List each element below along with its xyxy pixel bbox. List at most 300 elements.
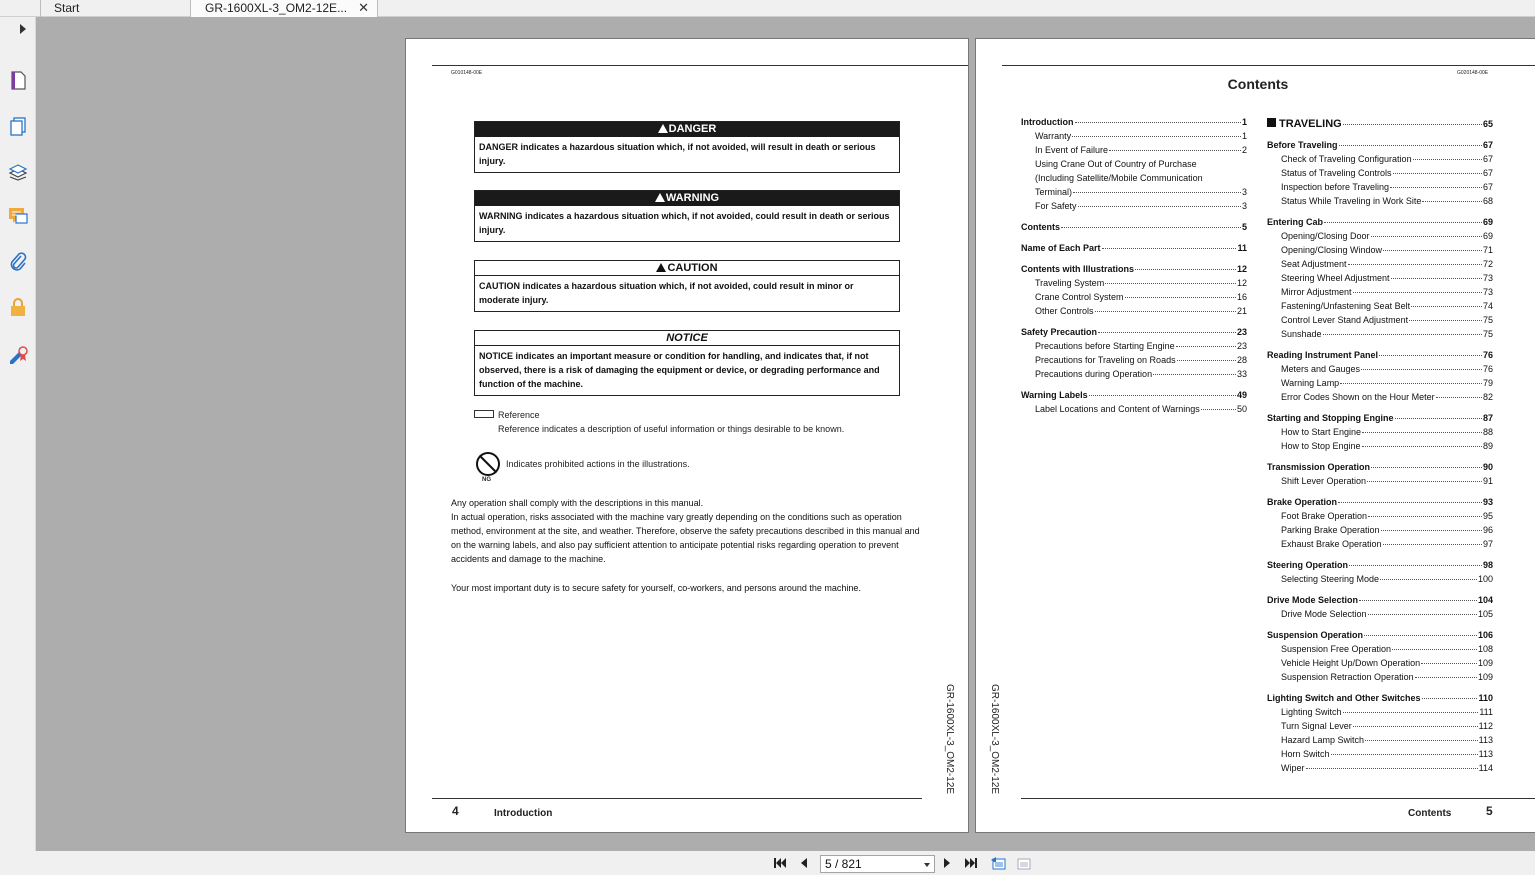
toc-leader-dots <box>1176 346 1236 347</box>
toc-entry-label: Lighting Switch and Other Switches <box>1267 693 1421 703</box>
toc-entry-page: 75 <box>1482 329 1493 339</box>
toc-entry-label: Steering Wheel Adjustment <box>1281 273 1390 283</box>
toc-leader-dots <box>1353 726 1478 727</box>
toc-entry-page: 113 <box>1478 749 1493 759</box>
tab-start-label: Start <box>54 1 80 15</box>
toc-leader-dots <box>1422 698 1478 699</box>
toc-entry-page: 67 <box>1482 140 1493 150</box>
warning-text: WARNING indicates a hazardous situation which, if not avoided, could result in death or serious injury. <box>479 211 890 235</box>
toc-entry-label: Error Codes Shown on the Hour Meter <box>1281 392 1435 402</box>
toc-entry[interactable] <box>1267 168 1493 182</box>
toc-section-entry[interactable] <box>1267 140 1493 154</box>
close-icon[interactable]: ✕ <box>358 0 369 15</box>
notice-text: NOTICE indicates an important measure or condition for handling, and indicates that, if not observed, there is a risk of damaging the equipment or device, or degrading performance and function of the machine. <box>479 351 880 389</box>
toc-leader-dots <box>1098 332 1236 333</box>
toc-entry-page: 109 <box>1477 658 1493 668</box>
toc-section-entry[interactable] <box>1267 560 1493 574</box>
toc-entry[interactable] <box>1267 511 1493 525</box>
toc-section-entry[interactable] <box>1267 497 1493 511</box>
toc-entry-page: 111 <box>1479 707 1493 717</box>
toc-leader-dots <box>1365 740 1478 741</box>
page-5 <box>975 38 1535 833</box>
toc-entry-label: Brake Operation <box>1267 497 1338 507</box>
toc-section-entry[interactable] <box>1021 117 1247 131</box>
toc-entry[interactable] <box>1267 574 1493 588</box>
toc-entry-label: Introduction <box>1021 117 1074 127</box>
document-id: G010148-00E <box>451 70 483 76</box>
tab-document[interactable] <box>190 0 378 17</box>
toc-entry-page: 106 <box>1477 630 1493 640</box>
toc-leader-dots <box>1390 187 1482 188</box>
footer-section-label: Introduction <box>494 808 553 819</box>
toc-leader-dots <box>1393 173 1482 174</box>
header-rule <box>1002 65 1535 66</box>
toc-leader-dots <box>1361 369 1482 370</box>
reference-text: Reference indicates a description of useful information or things desirable to be known. <box>498 424 845 434</box>
toc-leader-dots <box>1415 677 1477 678</box>
caution-heading: CAUTION <box>475 261 899 276</box>
page-number-input[interactable]: 5 / 821 <box>820 855 935 873</box>
toc-entry-label: Status While Traveling in Work Site <box>1281 196 1422 206</box>
toc-leader-dots <box>1362 446 1482 447</box>
first-page-icon[interactable] <box>773 856 787 870</box>
toc-entry[interactable] <box>1267 476 1493 490</box>
toc-entry-label: Warranty <box>1035 131 1072 141</box>
toc-entry-page: 76 <box>1482 364 1493 374</box>
toc-entry[interactable] <box>1267 525 1493 539</box>
toc-entry-label: Starting and Stopping Engine <box>1267 413 1394 423</box>
toc-entry-page: 114 <box>1478 763 1493 773</box>
toc-entry-label: Crane Control System <box>1035 292 1124 302</box>
toc-leader-dots <box>1338 502 1482 503</box>
toc-entry-label: (Including Satellite/Mobile Communication <box>1035 173 1203 183</box>
toc-entry[interactable] <box>1021 278 1247 292</box>
toc-entry-page: 3 <box>1241 201 1247 211</box>
vertical-document-id: GR-1600XL-3_OM2-12E <box>944 684 955 795</box>
toc-entry-page: 90 <box>1482 462 1493 472</box>
toc-leader-dots <box>1089 395 1236 396</box>
next-page-icon[interactable] <box>941 856 953 870</box>
toc-entry-page: 89 <box>1482 441 1493 451</box>
toc-leader-dots <box>1436 397 1482 398</box>
toc-entry-page: 23 <box>1236 327 1247 337</box>
security-icon[interactable] <box>7 296 29 318</box>
toc-leader-dots <box>1324 222 1482 223</box>
toc-leader-dots <box>1421 663 1477 664</box>
toc-entry-page: 113 <box>1478 735 1493 745</box>
danger-heading: DANGER <box>475 122 899 137</box>
thumbnails-icon[interactable] <box>7 115 29 137</box>
toc-entry-label: Vehicle Height Up/Down Operation <box>1281 658 1421 668</box>
toc-entry[interactable] <box>1021 201 1247 215</box>
toc-section-entry[interactable] <box>1021 243 1247 257</box>
footer-section-label: Contents <box>1408 808 1452 819</box>
toc-entry-page: 109 <box>1477 672 1493 682</box>
toc-leader-dots <box>1362 432 1482 433</box>
comments-icon[interactable] <box>7 205 29 227</box>
paragraph-duty: Your most important duty is to secure safety for yourself, co-workers, and persons around the machine. <box>451 583 861 593</box>
toc-column-left <box>1021 117 1247 418</box>
toc-entry-page: 75 <box>1482 315 1493 325</box>
toc-entry[interactable] <box>1267 763 1493 777</box>
toc-entry[interactable] <box>1267 182 1493 196</box>
toc-leader-dots <box>1349 565 1482 566</box>
danger-box <box>474 121 900 173</box>
toc-entry-label: Contents with Illustrations <box>1021 264 1135 274</box>
toc-entry-page: 12 <box>1236 264 1247 274</box>
toc-entry-page: 21 <box>1236 306 1247 316</box>
warning-triangle-icon <box>656 263 666 272</box>
toc-leader-dots <box>1379 355 1482 356</box>
previous-page-icon[interactable] <box>798 856 810 870</box>
toc-leader-dots <box>1367 481 1482 482</box>
toc-entry[interactable] <box>1021 306 1247 320</box>
ng-label: NG <box>482 477 491 483</box>
toc-leader-dots <box>1340 383 1482 384</box>
toc-leader-dots <box>1368 516 1482 517</box>
toc-entry-label: Exhaust Brake Operation <box>1281 539 1382 549</box>
toc-entry-page: 97 <box>1482 539 1493 549</box>
toc-entry[interactable] <box>1267 287 1493 301</box>
toc-leader-dots <box>1331 754 1478 755</box>
tab-start[interactable] <box>40 0 190 17</box>
toc-entry-page: 98 <box>1482 560 1493 570</box>
toc-entry-label: Opening/Closing Door <box>1281 231 1370 241</box>
toc-entry-label: Foot Brake Operation <box>1281 511 1368 521</box>
toc-entry-label: Other Controls <box>1035 306 1094 316</box>
toc-entry-label: Drive Mode Selection <box>1267 595 1359 605</box>
toc-entry-page: 28 <box>1236 355 1247 365</box>
toc-column-right <box>1267 118 1493 777</box>
toc-leader-dots <box>1383 544 1482 545</box>
toc-entry-page: 87 <box>1482 413 1493 423</box>
toc-section-entry[interactable] <box>1267 630 1493 644</box>
toc-section-entry[interactable] <box>1021 264 1247 278</box>
toc-entry-label: Inspection before Traveling <box>1281 182 1390 192</box>
page-navigation-bar <box>0 851 1535 875</box>
toc-section-entry[interactable] <box>1267 693 1493 707</box>
toc-entry-page: 79 <box>1482 378 1493 388</box>
toc-entry-page: 1 <box>1241 117 1247 127</box>
page-number: 5 <box>1486 804 1493 818</box>
toc-leader-dots <box>1368 614 1477 615</box>
pages-icon[interactable] <box>7 69 29 91</box>
toc-entry-page: 69 <box>1482 231 1493 241</box>
toc-leader-dots <box>1395 418 1482 419</box>
toc-entry-label: Before Traveling <box>1267 140 1338 150</box>
warning-triangle-icon <box>655 193 665 202</box>
toc-leader-dots <box>1359 600 1477 601</box>
attachments-icon[interactable] <box>7 251 29 273</box>
toc-entry-page: 65 <box>1482 119 1493 129</box>
footer-rule <box>432 798 922 799</box>
toc-entry-page: 16 <box>1236 292 1247 302</box>
toc-entry-page: 108 <box>1477 644 1493 654</box>
toc-entry-page: 49 <box>1236 390 1247 400</box>
toc-entry[interactable] <box>1021 341 1247 355</box>
toc-entry-label: How to Start Engine <box>1281 427 1362 437</box>
toc-entry-page: 67 <box>1482 182 1493 192</box>
toc-entry-label: Parking Brake Operation <box>1281 525 1380 535</box>
toc-leader-dots <box>1102 248 1237 249</box>
toc-entry[interactable] <box>1267 259 1493 273</box>
toc-entry-label: Suspension Free Operation <box>1281 644 1392 654</box>
toc-entry-page: 68 <box>1482 196 1493 206</box>
toc-leader-dots <box>1411 306 1482 307</box>
toc-section-entry[interactable] <box>1021 390 1247 404</box>
footer-rule <box>1021 798 1535 799</box>
toc-section-entry[interactable] <box>1267 350 1493 364</box>
toc-entry-page: 91 <box>1482 476 1493 486</box>
toc-leader-dots <box>1135 269 1236 270</box>
toc-entry-page: 95 <box>1482 511 1493 521</box>
page-number: 4 <box>452 804 459 818</box>
section-marker-icon <box>1267 118 1276 127</box>
notice-heading: NOTICE <box>475 331 899 346</box>
toc-leader-dots <box>1061 227 1241 228</box>
toc-entry[interactable] <box>1267 392 1493 406</box>
toc-entry-page: 74 <box>1482 301 1493 311</box>
toc-entry[interactable] <box>1021 369 1247 383</box>
toc-leader-dots <box>1422 201 1482 202</box>
document-id: G020148-00E <box>1457 70 1489 76</box>
toc-section-entry[interactable] <box>1267 595 1493 609</box>
signatures-icon[interactable] <box>7 342 29 364</box>
toc-entry-page: 67 <box>1482 154 1493 164</box>
toc-entry[interactable] <box>1267 329 1493 343</box>
toc-entry[interactable] <box>1267 749 1493 763</box>
toc-entry-label: Traveling System <box>1035 278 1105 288</box>
warning-triangle-icon <box>658 124 668 133</box>
warning-box <box>474 190 900 242</box>
toc-entry[interactable] <box>1267 735 1493 749</box>
reference-label: Reference <box>498 410 540 420</box>
toc-entry[interactable] <box>1267 721 1493 735</box>
toc-entry[interactable] <box>1267 707 1493 721</box>
toc-entry-label: Lighting Switch <box>1281 707 1342 717</box>
paragraph-risks: In actual operation, risks associated with the machine vary greatly depending on the conditions such as operation method, environment at the site, and weather. Therefore, observe the safety precautions described in this manual and on the warning labels, and also pay sufficient attention to anticipate potential risks regarding operation to prevent accidents and damage to the machine. <box>451 512 920 564</box>
toc-entry[interactable] <box>1267 245 1493 259</box>
toc-entry-page: 23 <box>1236 341 1247 351</box>
toc-entry-label: Horn Switch <box>1281 749 1330 759</box>
toc-leader-dots <box>1371 467 1482 468</box>
chevron-down-icon[interactable] <box>924 863 930 867</box>
toc-entry-page: 110 <box>1478 693 1493 703</box>
expand-panel-icon[interactable] <box>20 24 26 34</box>
toc-entry-label: Steering Operation <box>1267 560 1349 570</box>
toc-leader-dots <box>1348 264 1482 265</box>
toc-leader-dots <box>1177 360 1236 361</box>
toc-entry[interactable] <box>1267 427 1493 441</box>
toc-entry[interactable] <box>1267 273 1493 287</box>
reference-section <box>474 408 844 436</box>
toc-entry[interactable] <box>1267 301 1493 315</box>
caution-box <box>474 260 900 312</box>
toc-leader-dots <box>1072 136 1241 137</box>
toc-leader-dots <box>1353 292 1482 293</box>
toc-leader-dots <box>1078 206 1241 207</box>
toc-entry-page: 82 <box>1482 392 1493 402</box>
toc-entry-label: Seat Adjustment <box>1281 259 1347 269</box>
toc-entry[interactable] <box>1267 609 1493 623</box>
warning-heading: WARNING <box>475 191 899 206</box>
toc-entry-label: Status of Traveling Controls <box>1281 168 1392 178</box>
toc-entry-label: Fastening/Unfastening Seat Belt <box>1281 301 1411 311</box>
toc-entry-page: 69 <box>1482 217 1493 227</box>
toc-entry[interactable] <box>1021 145 1247 159</box>
layers-icon[interactable] <box>7 160 29 182</box>
previous-view-icon[interactable] <box>990 856 1008 870</box>
toc-section-entry[interactable] <box>1021 222 1247 236</box>
toc-entry[interactable] <box>1267 196 1493 210</box>
tab-bar <box>0 0 1535 17</box>
document-viewer[interactable] <box>36 17 1535 851</box>
toc-entry[interactable] <box>1021 187 1247 201</box>
toc-section-entry[interactable] <box>1267 413 1493 427</box>
header-rule <box>432 65 969 66</box>
toc-entry-page: 72 <box>1482 259 1493 269</box>
toc-leader-dots <box>1075 122 1241 123</box>
toc-entry-label: For Safety <box>1035 201 1077 211</box>
toc-entry-label: Precautions for Traveling on Roads <box>1035 355 1176 365</box>
toc-leader-dots <box>1413 159 1482 160</box>
toc-entry-label: Label Locations and Content of Warnings <box>1035 404 1200 414</box>
toc-entry-label: Terminal) <box>1035 187 1073 197</box>
toc-leader-dots <box>1153 374 1236 375</box>
toc-entry-label: Precautions before Starting Engine <box>1035 341 1175 351</box>
toc-entry[interactable] <box>1267 441 1493 455</box>
toc-entry-page: 105 <box>1477 609 1493 619</box>
toc-entry-page: 5 <box>1241 222 1247 232</box>
toc-entry-label: Entering Cab <box>1267 217 1324 227</box>
page-4 <box>405 38 969 833</box>
toc-entry[interactable] <box>1021 173 1247 187</box>
toc-section-entry[interactable] <box>1267 118 1493 133</box>
toc-entry-page: 12 <box>1236 278 1247 288</box>
toc-entry-label: Safety Precaution <box>1021 327 1098 337</box>
toc-entry[interactable] <box>1267 231 1493 245</box>
danger-text: DANGER indicates a hazardous situation which, if not avoided, will result in death or serious injury. <box>479 142 876 166</box>
toc-entry-label: Suspension Retraction Operation <box>1281 672 1414 682</box>
toc-entry-label: Suspension Operation <box>1267 630 1364 640</box>
toc-entry[interactable] <box>1021 131 1247 145</box>
page-title: Contents <box>1227 76 1289 92</box>
prohibited-icon <box>476 452 500 476</box>
toc-leader-dots <box>1364 635 1477 636</box>
toc-entry-page: 88 <box>1482 427 1493 437</box>
toc-entry[interactable] <box>1267 378 1493 392</box>
toc-entry-label: Using Crane Out of Country of Purchase <box>1035 159 1197 169</box>
toc-entry-label: Warning Lamp <box>1281 378 1340 388</box>
toc-leader-dots <box>1343 124 1482 125</box>
toc-leader-dots <box>1343 712 1479 713</box>
toc-leader-dots <box>1383 250 1482 251</box>
toc-entry-label: Sunshade <box>1281 329 1322 339</box>
toc-entry-page: 73 <box>1482 273 1493 283</box>
toc-entry-label: Shift Lever Operation <box>1281 476 1367 486</box>
toc-leader-dots <box>1380 579 1477 580</box>
toc-entry-label: Drive Mode Selection <box>1281 609 1367 619</box>
toc-entry[interactable] <box>1267 644 1493 658</box>
toc-leader-dots <box>1371 236 1482 237</box>
toc-leader-dots <box>1409 320 1482 321</box>
notice-box <box>474 330 900 396</box>
toc-leader-dots <box>1339 145 1482 146</box>
toc-entry-label: Contents <box>1021 222 1060 232</box>
toc-entry-label: In Event of Failure <box>1035 145 1109 155</box>
toc-entry[interactable] <box>1267 154 1493 168</box>
toc-leader-dots <box>1095 311 1236 312</box>
toc-entry[interactable] <box>1021 159 1247 173</box>
toc-entry-page: 100 <box>1477 574 1493 584</box>
toc-entry-page: 2 <box>1241 145 1247 155</box>
toc-entry-label: Name of Each Part <box>1021 243 1101 253</box>
toc-entry-page: 73 <box>1482 287 1493 297</box>
toc-leader-dots <box>1392 649 1477 650</box>
toc-entry[interactable] <box>1021 355 1247 369</box>
toc-entry-page: 93 <box>1482 497 1493 507</box>
toc-section-entry[interactable] <box>1267 217 1493 231</box>
toc-entry-page: 50 <box>1236 404 1247 414</box>
reference-hand-icon <box>474 410 494 418</box>
toc-entry-label: Precautions during Operation <box>1035 369 1153 379</box>
toc-leader-dots <box>1381 530 1482 531</box>
paragraph-compliance: Any operation shall comply with the descriptions in this manual. <box>451 498 704 508</box>
toc-entry-label: Mirror Adjustment <box>1281 287 1352 297</box>
toc-entry-label: TRAVELING <box>1279 118 1342 130</box>
toc-entry[interactable] <box>1021 292 1247 306</box>
toc-section-entry[interactable] <box>1267 462 1493 476</box>
toc-entry-label: Wiper <box>1281 763 1305 773</box>
toc-entry-label: How to Stop Engine <box>1281 441 1361 451</box>
toc-entry[interactable] <box>1267 672 1493 686</box>
toc-leader-dots <box>1105 283 1236 284</box>
toc-entry-page: 1 <box>1241 131 1247 141</box>
last-page-icon[interactable] <box>964 856 978 870</box>
ng-description: Indicates prohibited actions in the illustrations. <box>506 459 690 469</box>
toc-entry[interactable] <box>1267 315 1493 329</box>
toc-entry[interactable] <box>1021 404 1247 418</box>
toc-entry[interactable] <box>1267 364 1493 378</box>
toc-entry-page: 76 <box>1482 350 1493 360</box>
toc-entry-page: 67 <box>1482 168 1493 178</box>
toc-leader-dots <box>1391 278 1482 279</box>
toc-leader-dots <box>1125 297 1236 298</box>
tab-document-label: GR-1600XL-3_OM2-12E... <box>205 1 348 15</box>
toc-entry-label: Control Lever Stand Adjustment <box>1281 315 1409 325</box>
toc-leader-dots <box>1073 192 1241 193</box>
toc-entry-label: Turn Signal Lever <box>1281 721 1352 731</box>
toc-entry-label: Check of Traveling Configuration <box>1281 154 1412 164</box>
toc-entry-page: 96 <box>1482 525 1493 535</box>
toc-entry-page: 3 <box>1241 187 1247 197</box>
toc-entry-label: Reading Instrument Panel <box>1267 350 1379 360</box>
toc-entry-page: 104 <box>1477 595 1493 605</box>
toc-leader-dots <box>1323 334 1482 335</box>
vertical-document-id: GR-1600XL-3_OM2-12E <box>989 684 1000 795</box>
toc-entry[interactable] <box>1267 539 1493 553</box>
toc-leader-dots <box>1109 150 1241 151</box>
toc-entry-label: Selecting Steering Mode <box>1281 574 1380 584</box>
toc-entry-page: 33 <box>1236 369 1247 379</box>
toc-entry-label: Opening/Closing Window <box>1281 245 1383 255</box>
toc-entry-page: 71 <box>1482 245 1493 255</box>
next-view-icon[interactable] <box>1016 856 1034 870</box>
toc-entry-page: 112 <box>1478 721 1493 731</box>
toc-section-entry[interactable] <box>1021 327 1247 341</box>
toc-leader-dots <box>1201 409 1236 410</box>
toc-entry[interactable] <box>1267 658 1493 672</box>
